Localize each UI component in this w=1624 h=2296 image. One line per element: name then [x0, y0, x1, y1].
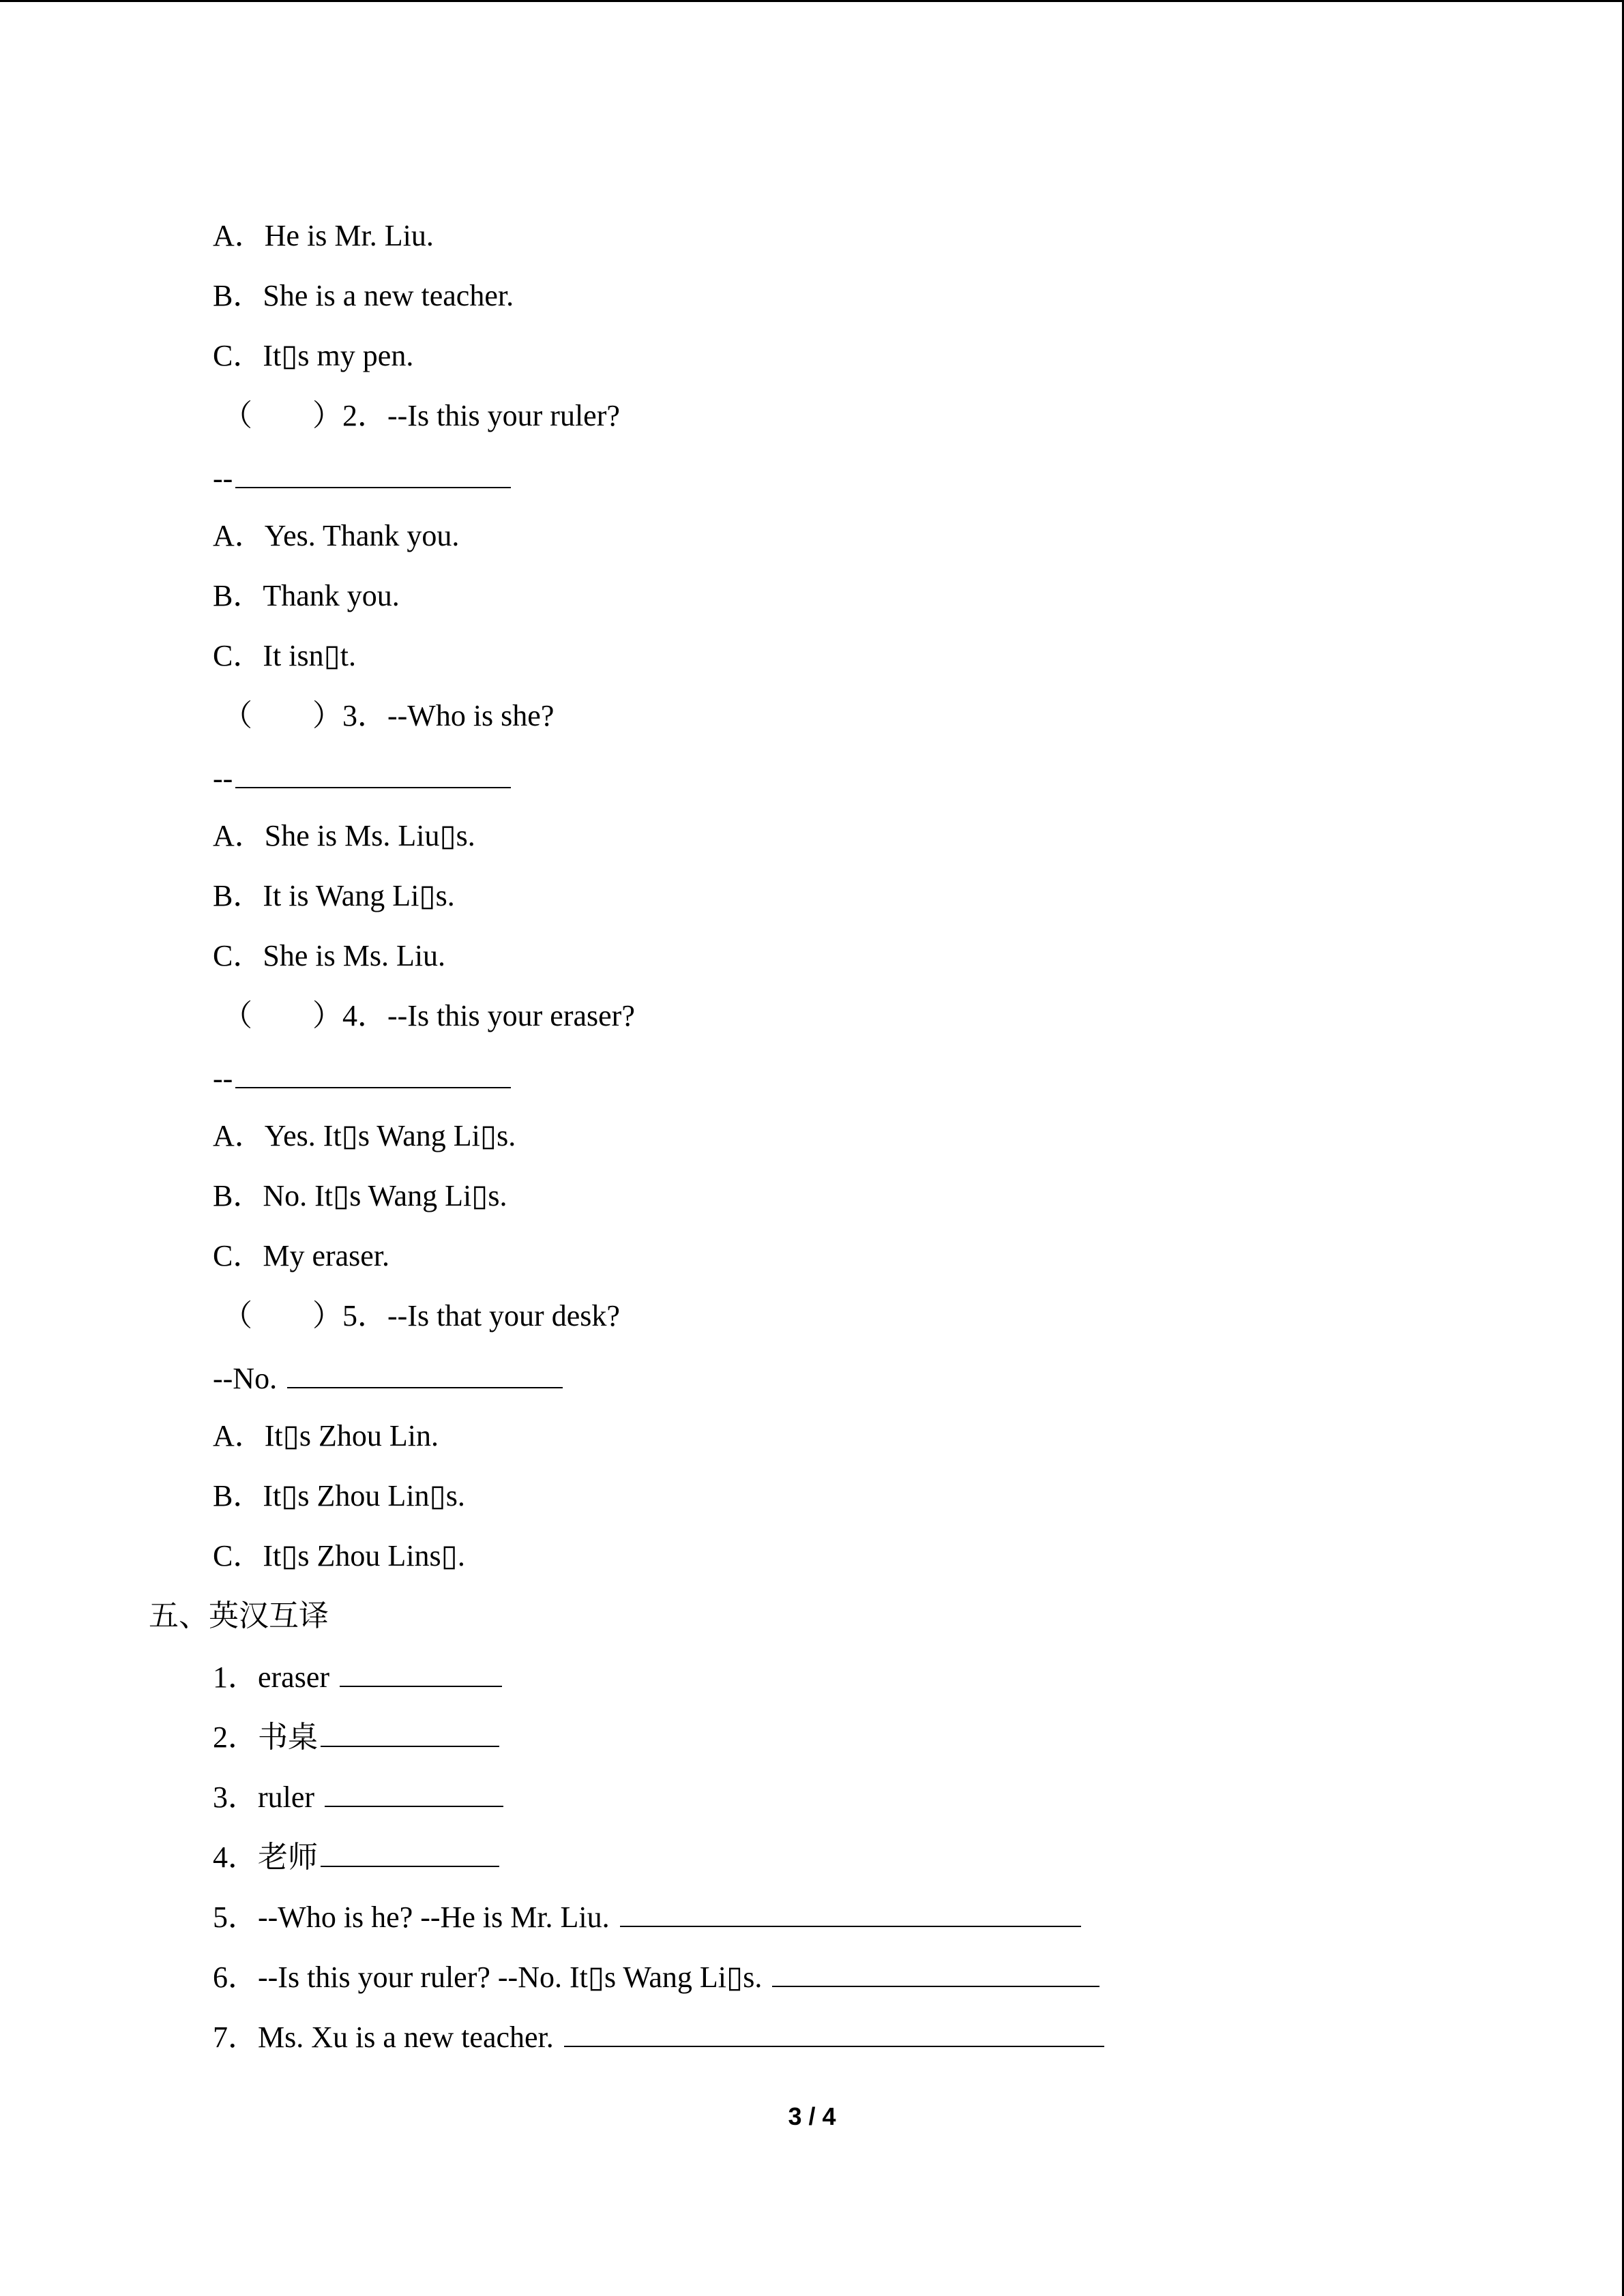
q4-stem: ）4．--Is this your eraser?: [312, 999, 635, 1032]
translation-item-5: [213, 1896, 1081, 1938]
translation-item-6: [213, 1956, 1099, 1998]
translation-item-2: [213, 1716, 499, 1758]
q3-answer-prefix: --: [213, 762, 233, 795]
section-5-title: 五、英汉互译: [149, 1599, 329, 1632]
translation-item-3-blank[interactable]: [325, 1776, 503, 1807]
q4-option-c: C．My eraser.: [213, 1239, 390, 1272]
q4-answer-blank[interactable]: [235, 1057, 511, 1088]
q3-option-a: A．She is Ms. Liu▯s.: [213, 819, 475, 852]
q3-paren-open: （: [222, 699, 252, 732]
question-5: [222, 1296, 620, 1337]
question-3: [222, 696, 554, 736]
q4-option-a: A．Yes. It▯s Wang Li▯s.: [213, 1119, 516, 1152]
top-border: [0, 0, 1624, 2]
q4-answer-prefix: --: [213, 1062, 233, 1095]
translation-item-5-blank[interactable]: [620, 1896, 1081, 1927]
q4-option-b: B．No. It▯s Wang Li▯s.: [213, 1179, 507, 1212]
q1-option-a: A．He is Mr. Liu.: [213, 219, 434, 252]
q2-paren-open: （: [222, 399, 252, 432]
q2-answer-line: [213, 457, 511, 499]
translation-item-7-text: 7．Ms. Xu is a new teacher.: [213, 2021, 561, 2054]
translation-item-2-blank[interactable]: [321, 1716, 499, 1747]
translation-item-7: [213, 2016, 1104, 2058]
q1-option-c: C．It▯s my pen.: [213, 339, 414, 372]
q2-answer-blank[interactable]: [235, 457, 511, 488]
question-4: [222, 996, 635, 1037]
q2-option-b: B．Thank you.: [213, 579, 400, 612]
q5-option-c: C．It▯s Zhou Lins▯.: [213, 1539, 465, 1572]
q3-option-b: B．It is Wang Li▯s.: [213, 879, 455, 912]
q4-paren-open: （: [222, 999, 252, 1032]
q5-option-b: B．It▯s Zhou Lin▯s.: [213, 1479, 465, 1512]
translation-item-5-text: 5．--Who is he? --He is Mr. Liu.: [213, 1900, 617, 1934]
translation-item-3-text: 3．ruler: [213, 1780, 323, 1814]
q3-option-c: C．She is Ms. Liu.: [213, 939, 446, 972]
q4-answer-line: [213, 1057, 511, 1099]
q5-answer-blank[interactable]: [287, 1357, 563, 1388]
q5-answer-prefix: --No.: [213, 1362, 285, 1395]
q2-stem: ）2．--Is this your ruler?: [312, 399, 620, 432]
q5-stem: ）5．--Is that your desk?: [312, 1299, 620, 1332]
translation-item-4: [213, 1836, 499, 1878]
q3-answer-blank[interactable]: [235, 757, 511, 788]
q2-answer-prefix: --: [213, 462, 233, 495]
q3-answer-line: [213, 757, 511, 799]
translation-item-2-text: 2．书桌: [213, 1720, 318, 1754]
q3-stem: ）3．--Who is she?: [312, 699, 555, 732]
translation-item-4-blank[interactable]: [321, 1836, 499, 1867]
q2-option-c: C．It isn▯t.: [213, 639, 357, 672]
q2-option-a: A．Yes. Thank you.: [213, 519, 460, 552]
question-2: [222, 396, 620, 436]
q5-option-a: A．It▯s Zhou Lin.: [213, 1419, 439, 1452]
translation-item-1: [213, 1656, 502, 1698]
translation-item-7-blank[interactable]: [564, 2016, 1104, 2047]
translation-item-1-text: 1．eraser: [213, 1660, 338, 1694]
q5-paren-open: （: [222, 1299, 252, 1332]
translation-item-4-text: 4．老师: [213, 1840, 318, 1874]
translation-item-1-blank[interactable]: [340, 1656, 502, 1687]
q1-option-b: B．She is a new teacher.: [213, 279, 514, 312]
translation-item-6-text: 6．--Is this your ruler? --No. It▯s Wang Li▯s.: [213, 1960, 770, 1994]
translation-item-6-blank[interactable]: [772, 1956, 1099, 1987]
q5-answer-line: [213, 1357, 563, 1399]
translation-item-3: [213, 1776, 503, 1818]
page-number: 3 / 4: [788, 2102, 836, 2130]
